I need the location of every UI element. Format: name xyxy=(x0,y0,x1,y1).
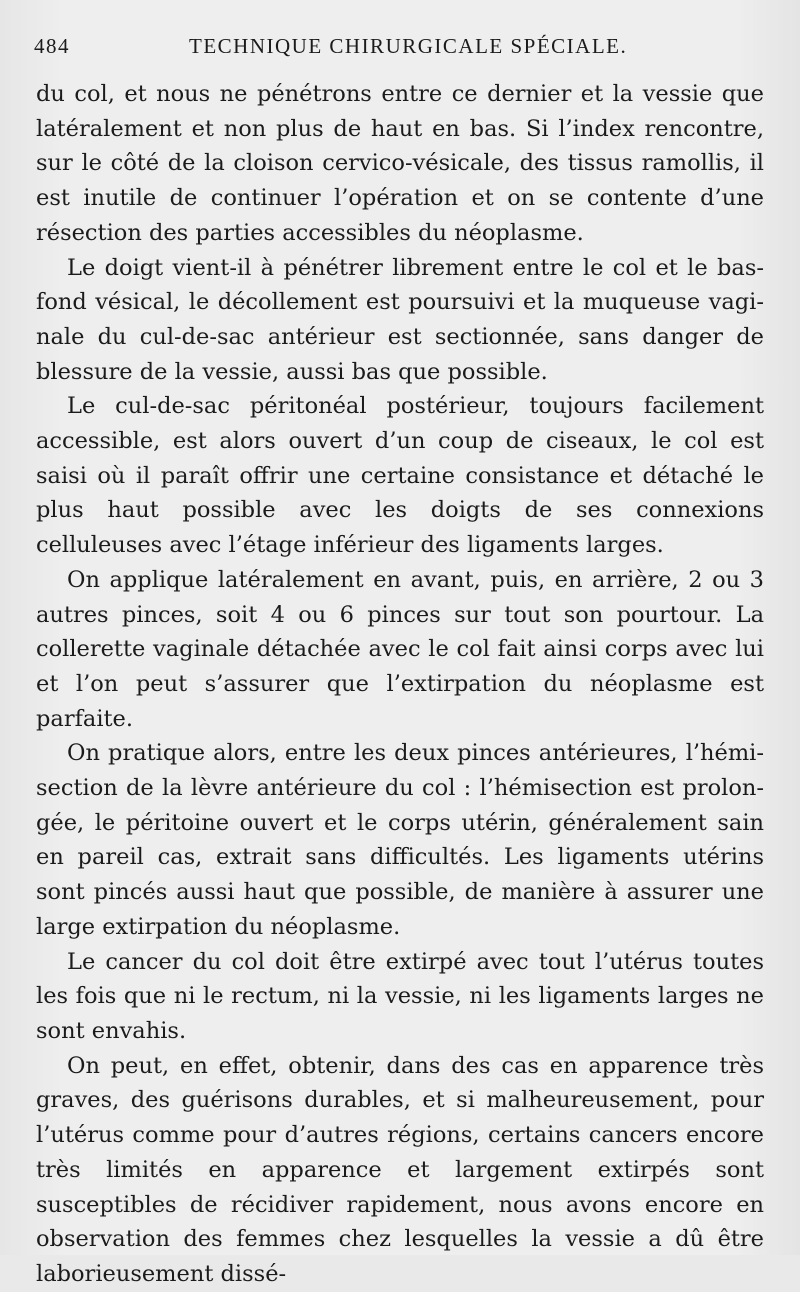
body-text xyxy=(36,77,764,1292)
page-number: 484 xyxy=(34,34,70,58)
paragraph-3: Le cul-de-sac péritonéal postérieur, toujours facilement accessible, est alors ouvert d’un coup de ciseaux, le col est saisi où il paraît offrir une certaine consistance et détaché le plus haut possible avec les doigts de ses connexions celluleuses avec l’étage inférieur des ligaments larges. xyxy=(36,393,764,559)
paragraph-2: Le doigt vient-il à pénétrer librement entre le col et le bas-fond vésical, le décollement est poursuivi et la muqueuse vaginale du cul-de-sac antérieur est sectionnée, sans danger de blessure de la vessie, aussi bas que possible. xyxy=(36,254,764,385)
running-head: TECHNIQUE CHIRURGICALE SPÉCIALE. xyxy=(189,34,628,58)
paragraph-7: On peut, en effet, obtenir, dans des cas en apparence très graves, des guérisons durables, et si malheureusement, pour l’utérus comme pour d’autres régions, certains cancers encore très limités en apparence et largement extirpés sont susceptibles de récidiver rapidement, nous avons encore en observation des femmes chez lesquelles la vessie a dû être laborieusement dissé- xyxy=(36,1052,764,1287)
paragraph-4: On applique latéralement en avant, puis, en arrière, 2 ou 3 autres pinces, soit 4 ou 6 pinces sur tout son pourtour. La collerette vaginale détachée avec le col fait ainsi corps avec lui et l’on peut s’assurer que l’extirpation du néoplasme est parfaite. xyxy=(36,566,764,732)
paragraph-6: Le cancer du col doit être extirpé avec tout l’utérus toutes les fois que ni le rectum, ni la vessie, ni les ligaments larges ne sont envahis. xyxy=(36,948,764,1044)
page-header xyxy=(34,34,760,64)
paragraph-5: On pratique alors, entre les deux pinces antérieures, l’hémisection de la lèvre antérieure du col : l’hémisection est prolongée, le péritoine ouvert et le corps utérin, généralement sain en pareil cas, extrait sans difficultés. Les ligaments utérins sont pincés aussi haut que possible, de manière à assurer une large extirpation du néoplasme. xyxy=(36,740,764,940)
paragraph-1: du col, et nous ne pénétrons entre ce dernier et la vessie que latéralement et non plus de haut en bas. Si l’index rencontre, sur le côté de la cloison cervico-vésicale, des tissus ramollis, il est inutile de continuer l’opération et on se contente d’une résection des parties accessibles du néoplasme. xyxy=(36,81,764,246)
